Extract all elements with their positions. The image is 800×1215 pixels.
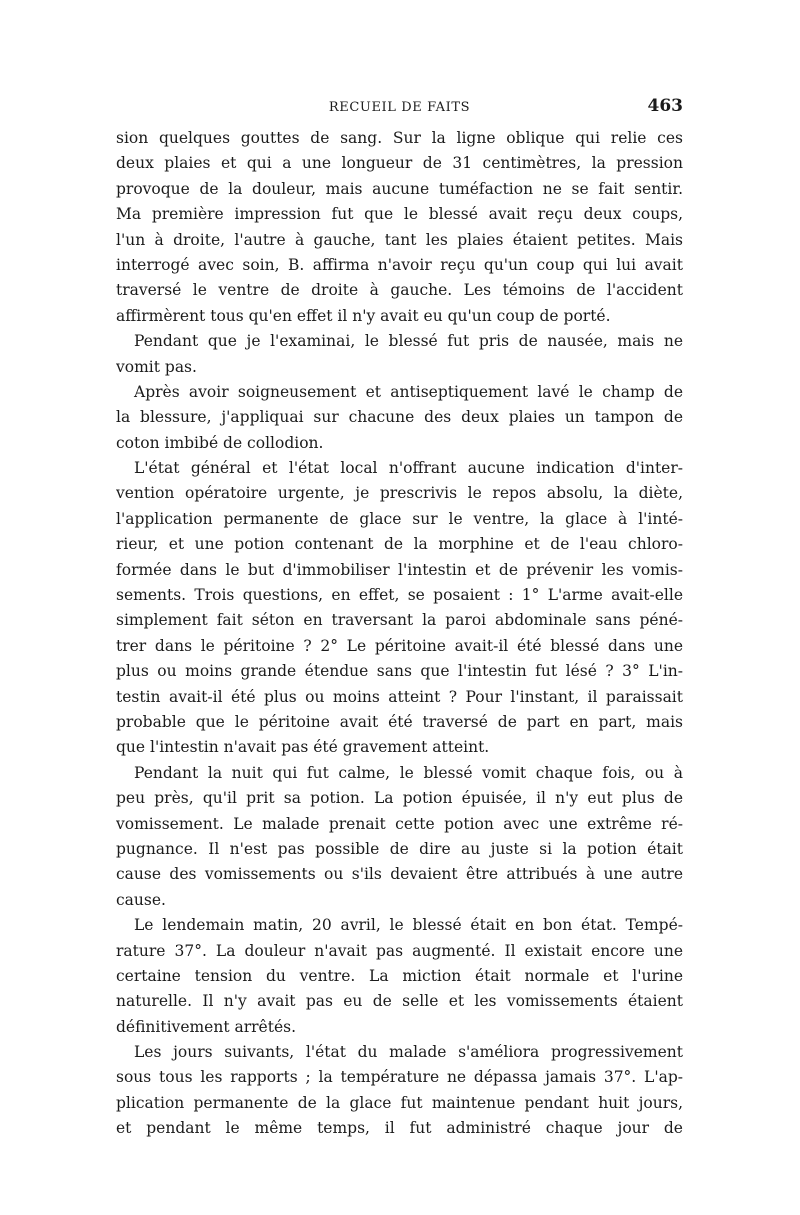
text-line: trer dans le péritoine ? 2° Le péritoine avait-il été blessé dans une (116, 636, 683, 655)
body-text (116, 126, 683, 1142)
text-line: pugnance. Il n'est pas possible de dire au juste si la potion était (116, 839, 683, 858)
text-line: et pendant le même temps, il fut administré chaque jour de (116, 1119, 683, 1138)
text-line: Après avoir soigneusement et antiseptiquement lavé le champ de (134, 382, 683, 401)
text-line: cause. (116, 890, 166, 909)
text-line: formée dans le but d'immobiliser l'intestin et de prévenir les vomis- (116, 560, 683, 579)
text-line: rature 37°. La douleur n'avait pas augmenté. Il existait encore une (116, 941, 683, 960)
text-line: deux plaies et qui a une longueur de 31 centimètres, la pression (116, 154, 683, 173)
text-line: traversé le ventre de droite à gauche. Les témoins de l'accident (116, 281, 683, 300)
text-line: que l'intestin n'avait pas été gravement atteint. (116, 738, 490, 757)
text-line: vomissement. Le malade prenait cette potion avec une extrême ré- (116, 814, 683, 833)
text-line: plus ou moins grande étendue sans que l'intestin fut lésé ? 3° L'in- (116, 662, 683, 681)
text-line: Les jours suivants, l'état du malade s'améliora progressivement (134, 1043, 683, 1062)
running-head: RECUEIL DE FAITS (328, 100, 471, 115)
text-line: l'application permanente de glace sur le ventre, la glace à l'inté- (116, 509, 683, 528)
text-line: peu près, qu'il prit sa potion. La potion épuisée, il n'y eut plus de (116, 789, 683, 808)
text-line: affirmèrent tous qu'en effet il n'y avait eu qu'un coup de porté. (116, 306, 611, 325)
text-line: testin avait-il été plus ou moins atteint ? Pour l'instant, il paraissait (116, 687, 683, 706)
text-line: définitivement arrêtés. (116, 1017, 297, 1036)
text-line: Ma première impression fut que le blessé avait reçu deux coups, (116, 205, 683, 224)
text-line: naturelle. Il n'y avait pas eu de selle et les vomissements étaient (116, 992, 683, 1011)
text-line: plication permanente de la glace fut maintenue pendant huit jours, (116, 1093, 683, 1112)
text-line: vomit pas. (116, 357, 197, 376)
text-line: sements. Trois questions, en effet, se posaient : 1° L'arme avait-elle (116, 586, 683, 605)
text-line: sous tous les rapports ; la température ne dépassa jamais 37°. L'ap- (116, 1068, 683, 1087)
page-number: 463 (647, 96, 683, 116)
text-line: certaine tension du ventre. La miction était normale et l'urine (116, 966, 683, 985)
text-line: simplement fait séton en traversant la paroi abdominale sans péné- (116, 611, 683, 630)
text-line: probable que le péritoine avait été traversé de part en part, mais (116, 712, 683, 731)
text-line: vention opératoire urgente, je prescrivis le repos absolu, la diète, (116, 484, 683, 503)
text-line: l'un à droite, l'autre à gauche, tant les plaies étaient petites. Mais (116, 230, 683, 249)
text-line: Le lendemain matin, 20 avril, le blessé était en bon état. Tempé- (134, 916, 683, 935)
text-line: sion quelques gouttes de sang. Sur la ligne oblique qui relie ces (116, 129, 683, 147)
text-line: coton imbibé de collodion. (116, 433, 324, 452)
page-header (116, 96, 683, 120)
text-line: cause des vomissements ou s'ils devaient être attribués à une autre (116, 865, 683, 884)
text-line: provoque de la douleur, mais aucune tuméfaction ne se fait sentir. (116, 179, 683, 198)
text-line: interrogé avec soin, B. affirma n'avoir reçu qu'un coup qui lui avait (116, 255, 683, 274)
text-line: rieur, et une potion contenant de la morphine et de l'eau chloro- (116, 535, 683, 554)
text-line: L'état général et l'état local n'offrant aucune indication d'inter- (134, 459, 683, 478)
text-line: la blessure, j'appliquai sur chacune des deux plaies un tampon de (116, 408, 683, 427)
text-line: Pendant que je l'examinai, le blessé fut pris de nausée, mais ne (134, 332, 683, 351)
text-line: Pendant la nuit qui fut calme, le blessé vomit chaque fois, ou à (134, 763, 683, 782)
